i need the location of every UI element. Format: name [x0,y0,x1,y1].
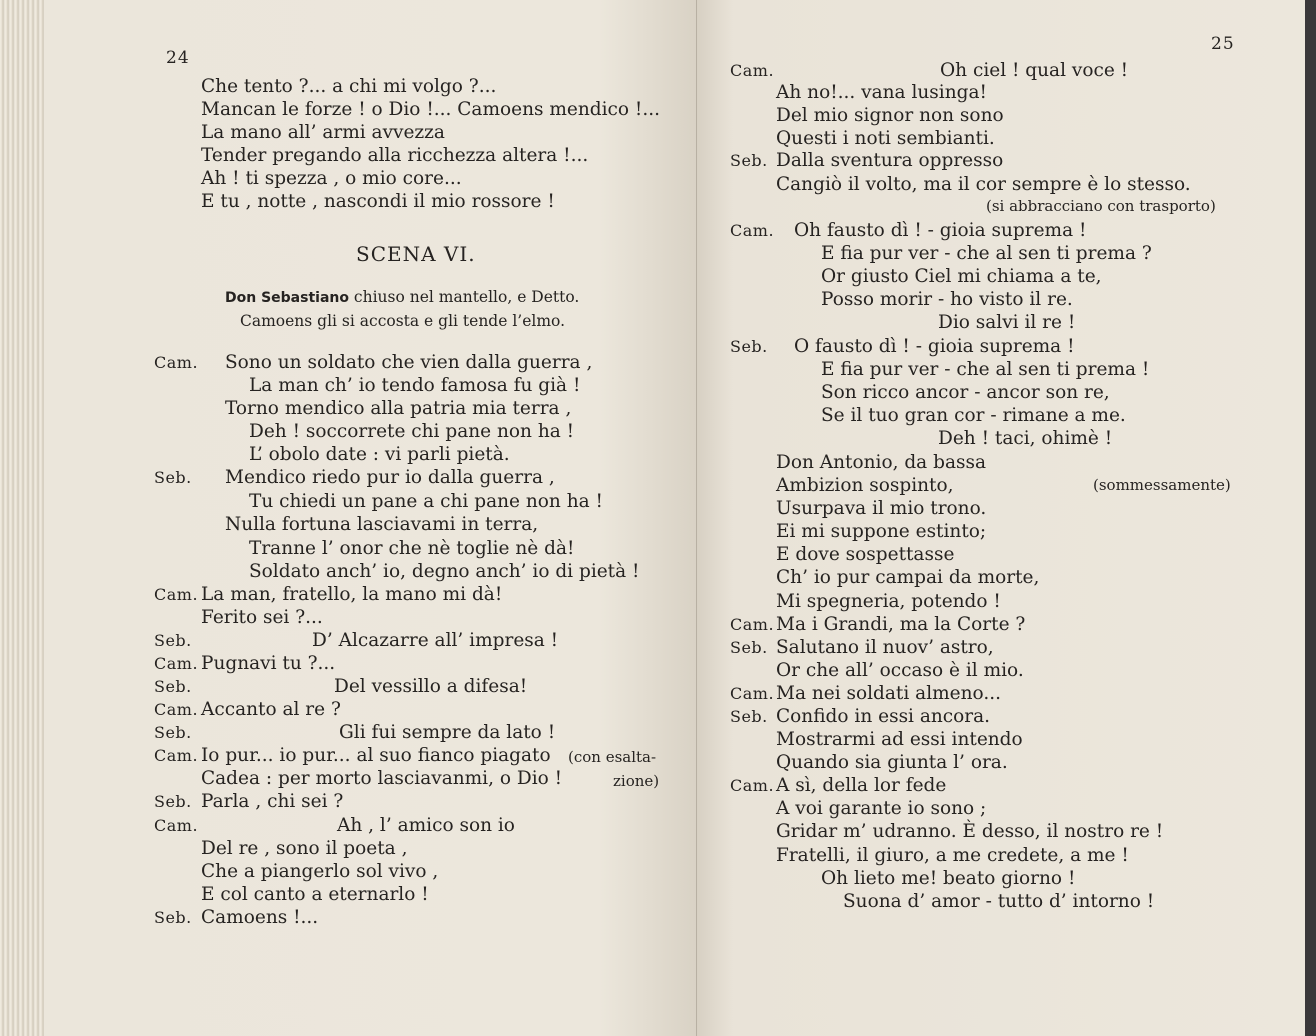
cast-rest: chiuso nel mantello, e Detto. [348,288,580,306]
speaker-label: Cam. [154,353,199,372]
cast-name: Don Sebastiano [225,290,349,306]
dialogue-line: Soldato anch’ io, degno anch’ io di pietà ! [249,561,640,582]
dialogue-line: Don Antonio, da bassa [776,452,986,473]
verse-line: Tender pregando alla ricchezza altera !... [201,145,589,166]
dialogue-line: Ah no!... vana lusinga! [776,82,987,103]
speaker-label: Cam. [730,615,775,634]
dialogue-line: Quando sia giunta l’ ora. [776,752,1008,773]
dialogue-line: O fausto dì ! - gioia suprema ! [794,336,1075,357]
dialogue-line: Oh fausto dì ! - gioia suprema ! [794,220,1087,241]
background-edge [1305,0,1316,1036]
dialogue-line: L’ obolo date : vi parli pietà. [249,444,510,465]
dialogue-line: Se il tuo gran cor - rimane a me. [821,405,1126,426]
dialogue-line: Nulla fortuna lasciavami in terra, [225,514,539,535]
dialogue-line: Dalla sventura oppresso [776,150,1004,171]
speaker-label: Cam. [154,746,199,765]
dialogue-line: E fia pur ver - che al sen ti prema ? [821,243,1152,264]
dialogue-line: Cadea : per morto lasciavanmi, o Dio ! [201,768,563,789]
stage-direction: (con esalta- [568,748,657,766]
stage-direction: (sommessamente) [1093,476,1231,494]
dialogue-line: Tranne l’ onor che nè toglie nè dà! [249,538,575,559]
dialogue-line: Or che all’ occaso è il mio. [776,660,1024,681]
dialogue-line: Ma i Grandi, ma la Corte ? [776,614,1026,635]
stage-direction: (si abbracciano con trasporto) [986,197,1216,215]
dialogue-line: Questi i noti sembianti. [776,128,995,149]
dialogue-line: E dove sospettasse [776,544,955,565]
speaker-label: Seb. [154,792,192,811]
speaker-label: Cam. [154,816,199,835]
speaker-label: Seb. [154,631,192,650]
dialogue-line: Tu chiedi un pane a chi pane non ha ! [249,491,603,512]
dialogue-line: A sì, della lor fede [776,775,947,796]
stage-direction: zione) [613,772,660,790]
dialogue-line: E col canto a eternarlo ! [201,884,429,905]
dialogue-line: Mostrarmi ad essi intendo [776,729,1023,750]
scene-heading: SCENA VI. [356,242,476,266]
dialogue-line: Ferito sei ?... [201,607,323,628]
dialogue-line: Deh ! taci, ohimè ! [938,428,1113,449]
dialogue-line: Ma nei soldati almeno... [776,683,1001,704]
cast-line [225,286,579,309]
dialogue-line: La man, fratello, la mano mi dà! [201,584,503,605]
dialogue-line: Del vessillo a difesa! [334,676,528,697]
verse-line: Mancan le forze ! o Dio !... Camoens mendico !... [201,99,661,120]
speaker-label: Cam. [154,585,199,604]
page-number: 24 [166,48,190,68]
dialogue-line: Ah , l’ amico son io [337,815,515,836]
dialogue-line: Confido in essi ancora. [776,706,991,727]
dialogue-line: Cangiò il volto, ma il cor sempre è lo stesso. [776,174,1191,195]
speaker-label: Seb. [154,468,192,487]
dialogue-line: Accanto al re ? [201,699,341,720]
dialogue-line: Torno mendico alla patria mia terra , [225,398,572,419]
dialogue-line: Del re , sono il poeta , [201,838,408,859]
dialogue-line: Ei mi suppone estinto; [776,521,987,542]
dialogue-line: Gridar m’ udranno. È desso, il nostro re ! [776,821,1164,842]
cast-line-2: Camoens gli si accosta e gli tende l’elmo. [240,312,566,330]
speaker-label: Cam. [154,654,199,673]
dialogue-line: Parla , chi sei ? [201,791,344,812]
dialogue-line: Del mio signor non sono [776,105,1004,126]
speaker-label: Cam. [730,776,775,795]
dialogue-line: Pugnavi tu ?... [201,653,336,674]
dialogue-line: Ambizion sospinto, [776,475,954,496]
dialogue-line: Ch’ io pur campai da morte, [776,567,1040,588]
dialogue-line: La man ch’ io tendo famosa fu già ! [249,375,581,396]
verse-line: Che tento ?... a chi mi volgo ?... [201,76,497,97]
dialogue-line: Che a piangerlo sol vivo , [201,861,439,882]
verse-line: La mano all’ armi avvezza [201,122,445,143]
speaker-label: Cam. [730,684,775,703]
dialogue-line: Camoens !... [201,907,319,928]
speaker-label: Cam. [730,221,775,240]
dialogue-line: Dio salvi il re ! [938,312,1076,333]
dialogue-line: Oh lieto me! beato giorno ! [821,868,1076,889]
speaker-label: Seb. [154,677,192,696]
dialogue-line: Mendico riedo pur io dalla guerra , [225,467,555,488]
dialogue-line: Salutano il nuov’ astro, [776,637,994,658]
dialogue-line: A voi garante io sono ; [776,798,987,819]
dialogue-line: Io pur... io pur... al suo fianco piagato [201,745,551,766]
dialogue-line: Deh ! soccorrete chi pane non ha ! [249,421,575,442]
dialogue-line: Usurpava il mio trono. [776,498,987,519]
dialogue-line: Son ricco ancor - ancor son re, [821,382,1110,403]
dialogue-line: Mi spegneria, potendo ! [776,591,1001,612]
right-page [697,0,1305,1036]
dialogue-line: D’ Alcazarre all’ impresa ! [312,630,559,651]
speaker-label: Seb. [730,707,768,726]
page-number: 25 [1211,34,1235,54]
dialogue-line: Sono un soldato che vien dalla guerra , [225,352,593,373]
speaker-label: Seb. [154,723,192,742]
speaker-label: Seb. [730,638,768,657]
speaker-label: Seb. [730,151,768,170]
left-page [44,0,697,1036]
page-edges [0,0,44,1036]
dialogue-line: Or giusto Ciel mi chiama a te, [821,266,1102,287]
dialogue-line: Fratelli, il giuro, a me credete, a me ! [776,845,1129,866]
dialogue-line: Oh ciel ! qual voce ! [940,60,1129,81]
dialogue-line: Suona d’ amor - tutto d’ intorno ! [843,891,1155,912]
dialogue-line: Gli fui sempre da lato ! [339,722,556,743]
dialogue-line: E fia pur ver - che al sen ti prema ! [821,359,1150,380]
speaker-label: Cam. [154,700,199,719]
speaker-label: Seb. [730,337,768,356]
dialogue-line: Posso morir - ho visto il re. [821,289,1073,310]
verse-line: Ah ! ti spezza , o mio core... [201,168,462,189]
speaker-label: Cam. [730,61,775,80]
verse-line: E tu , notte , nascondi il mio rossore ! [201,191,555,212]
speaker-label: Seb. [154,908,192,927]
